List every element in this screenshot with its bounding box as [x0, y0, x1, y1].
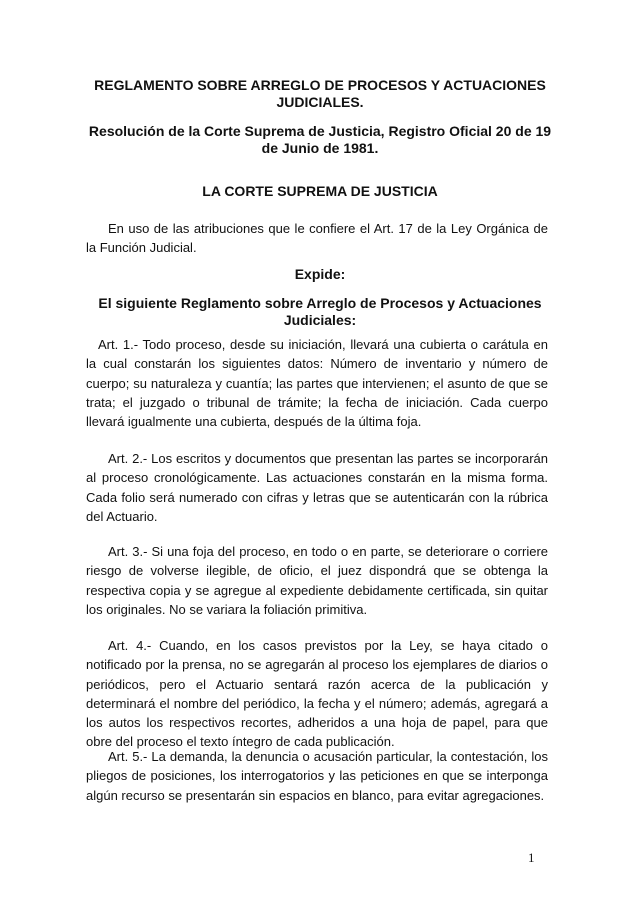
regulation-subtitle: El siguiente Reglamento sobre Arreglo de Procesos y Actuaciones Judiciales: — [98, 295, 542, 328]
article-2 — [86, 449, 548, 526]
article-5-text: Art. 5.- La demanda, la denuncia o acusación particular, la contestación, los pliegos de posiciones, los interrogatorios y las peticiones en que se interponga algún recurso se presentarán sin espacios en blanco, para evitar agregaciones. — [86, 749, 548, 803]
article-3 — [86, 542, 548, 619]
court-heading: LA CORTE SUPREMA DE JUSTICIA — [202, 183, 438, 199]
article-1 — [86, 335, 548, 431]
article-4-text: Art. 4.- Cuando, en los casos previstos por la Ley, se haya citado o notificado por la prensa, no se agregarán al proceso los ejemplares de diarios o periódicos, pero el Actuario sentará razón acerca de la publicación y determinará el nombre del periódico, la fecha y el número; además, agregará a los autos los respectivos recortes, adheridos a una hoja de papel, para que obre del proceso el texto íntegro de cada publicación. — [86, 638, 548, 750]
preamble-text: En uso de las atribuciones que le confiere el Art. 17 de la Ley Orgánica de la Función Judicial. — [86, 221, 548, 256]
page-number: 1 — [528, 850, 535, 865]
document-title: REGLAMENTO SOBRE ARREGLO DE PROCESOS Y ACTUACIONES JUDICIALES. — [94, 77, 546, 110]
expide-heading: Expide: — [294, 266, 346, 282]
article-1-text: Art. 1.- Todo proceso, desde su iniciación, llevará una cubierta o carátula en la cual constarán los siguientes datos: Número de inventario y número de cuerpo; su naturaleza y cuantía; las partes que intervienen; el asunto de que se trata; el juzgado o tribunal de trámite; la fecha de iniciación. Cada cuerpo llevará igualmente una cubierta, después de la última foja. — [86, 337, 548, 430]
article-2-text: Art. 2.- Los escritos y documentos que presentan las partes se incorporarán al proceso cronológicamente. Las actuaciones constarán en la misma forma. Cada folio será numerado con cifras y letras que se autenticarán con la rúbrica del Actuario. — [86, 451, 548, 524]
preamble-paragraph — [86, 219, 548, 258]
article-3-text: Art. 3.- Si una foja del proceso, en todo o en parte, se deteriorare o corriere riesgo de volverse ilegible, de oficio, el juez dispondrá que se obtenga la respectiva copia y se agregue al expediente debidamente certificada, sin quitar los originales. No se variara la foliación primitiva. — [86, 544, 548, 617]
article-5 — [86, 747, 548, 805]
article-4 — [86, 636, 548, 752]
resolution-line: Resolución de la Corte Suprema de Justicia, Registro Oficial 20 de 19 de Junio de 1981. — [88, 123, 552, 156]
